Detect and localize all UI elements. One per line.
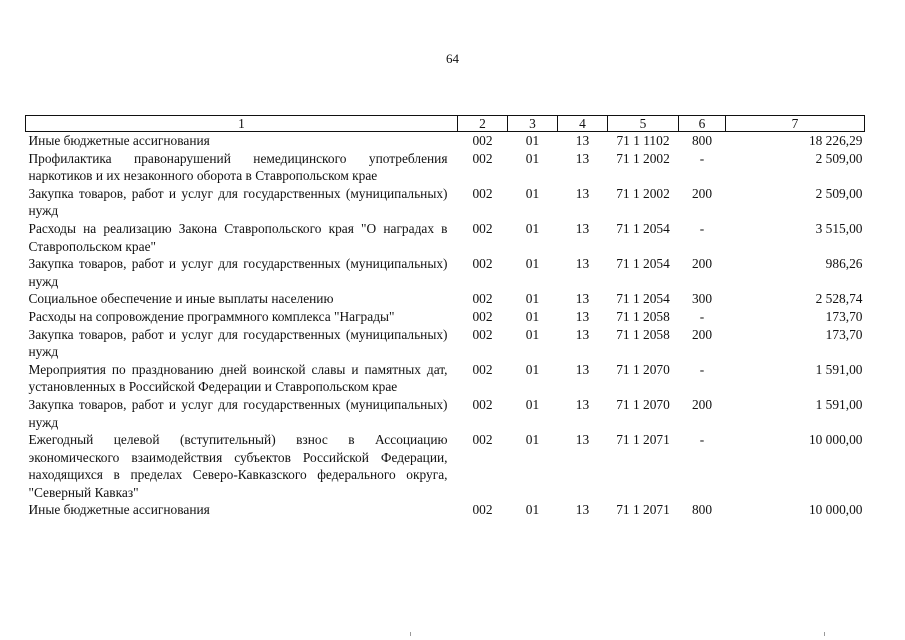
- row-amount: 10 000,00: [808, 502, 863, 518]
- row-amount: 1 591,00: [815, 361, 863, 377]
- row-col4: 13: [575, 502, 590, 518]
- page-number: 64: [446, 51, 459, 66]
- row-col4: 13: [575, 396, 590, 412]
- row-col4: 13: [575, 256, 590, 272]
- budget-table: [25, 115, 865, 519]
- scan-mark: [410, 632, 411, 636]
- row-col4: 13: [575, 308, 590, 324]
- row-col2: 002: [472, 326, 493, 342]
- row-name: Профилактика правонарушений немедицинского употребления наркотиков и их незаконного оборота в Ставропольском крае: [28, 150, 448, 184]
- row-col5: 71 1 2054: [616, 291, 670, 307]
- row-col4: 13: [575, 361, 590, 377]
- row-col2: 002: [472, 502, 493, 518]
- table-row: [26, 361, 865, 396]
- table-row: [26, 220, 865, 255]
- row-amount: 10 000,00: [808, 432, 863, 448]
- row-amount: 173,70: [825, 308, 863, 324]
- row-col6: 200: [691, 396, 713, 412]
- row-col3: 01: [525, 220, 540, 236]
- table-row: [26, 132, 865, 150]
- row-col3: 01: [525, 291, 540, 307]
- column-header: 4: [558, 116, 608, 132]
- row-col3: 01: [525, 150, 540, 166]
- row-col3: 01: [525, 502, 540, 518]
- row-col6: -: [699, 361, 705, 377]
- row-col5: 71 1 2002: [616, 185, 670, 201]
- row-col2: 002: [472, 220, 493, 236]
- table-row: [26, 255, 865, 290]
- row-col5: 71 1 2058: [616, 326, 670, 342]
- row-amount: 2 509,00: [815, 185, 863, 201]
- row-col5: 71 1 2054: [616, 220, 670, 236]
- table-row: [26, 501, 865, 519]
- column-header: 6: [679, 116, 726, 132]
- row-col6: 200: [691, 256, 713, 272]
- row-col5: 71 1 2070: [616, 396, 670, 412]
- table-row: [26, 290, 865, 308]
- table-row: [26, 185, 865, 220]
- row-col6: 800: [691, 502, 713, 518]
- row-name: Закупка товаров, работ и услуг для государственных (муниципальных) нужд: [28, 326, 448, 360]
- row-col5: 71 1 2071: [616, 432, 670, 448]
- row-col6: -: [699, 432, 705, 448]
- row-name: Расходы на сопровождение программного комплекса "Награды": [28, 308, 395, 324]
- row-amount: 1 591,00: [815, 396, 863, 412]
- column-header: 5: [608, 116, 679, 132]
- row-amount: 18 226,29: [808, 133, 863, 148]
- row-name: Закупка товаров, работ и услуг для государственных (муниципальных) нужд: [28, 396, 448, 430]
- row-name: Закупка товаров, работ и услуг для государственных (муниципальных) нужд: [28, 256, 448, 289]
- row-amount: 2 528,74: [815, 291, 863, 307]
- column-header: 3: [508, 116, 558, 132]
- table-row: [26, 308, 865, 326]
- row-col2: 002: [472, 291, 493, 307]
- row-amount: 2 509,00: [815, 150, 863, 166]
- row-col3: 01: [525, 326, 540, 342]
- row-col4: 13: [575, 150, 590, 166]
- row-col4: 13: [575, 432, 590, 448]
- row-col6: -: [699, 308, 705, 324]
- column-header: 2: [458, 116, 508, 132]
- row-col3: 01: [525, 133, 540, 148]
- row-name: Расходы на реализацию Закона Ставропольского края "О наградах в Ставропольском крае": [28, 220, 448, 254]
- table-header-row: [26, 116, 865, 132]
- row-name: Иные бюджетные ассигнования: [28, 502, 210, 518]
- row-col2: 002: [472, 150, 493, 166]
- row-col3: 01: [525, 185, 540, 201]
- row-col3: 01: [525, 361, 540, 377]
- row-col4: 13: [575, 220, 590, 236]
- table-row: [26, 150, 865, 185]
- row-col3: 01: [525, 396, 540, 412]
- row-col2: 002: [472, 396, 493, 412]
- row-col6: 300: [691, 291, 713, 307]
- row-col5: 71 1 2071: [616, 502, 670, 518]
- row-col2: 002: [472, 185, 493, 201]
- scan-mark: [824, 632, 825, 636]
- table-row: [26, 396, 865, 431]
- row-name: Социальное обеспечение и иные выплаты населению: [28, 291, 334, 307]
- row-col4: 13: [575, 133, 590, 148]
- table-row: [26, 326, 865, 361]
- row-name: Мероприятия по празднованию дней воинской славы и памятных дат, установленных в Российской Федерации и Ставропольском крае: [28, 361, 448, 395]
- row-col2: 002: [472, 361, 493, 377]
- row-name: Ежегодный целевой (вступительный) взнос в Ассоциацию экономического взаимодействия субъектов Российской Федерации, находящихся в пределах Северо-Кавказского федерального округа, "Северный Кавказ": [28, 432, 448, 500]
- row-amount: 986,26: [825, 256, 863, 272]
- row-col6: -: [699, 150, 705, 166]
- row-col2: 002: [472, 308, 493, 324]
- row-col4: 13: [575, 291, 590, 307]
- row-amount: 173,70: [825, 326, 863, 342]
- column-header: 7: [726, 116, 865, 132]
- row-name: Закупка товаров, работ и услуг для государственных (муниципальных) нужд: [28, 185, 448, 219]
- row-name: Иные бюджетные ассигнования: [28, 133, 210, 148]
- row-col3: 01: [525, 432, 540, 448]
- row-col2: 002: [472, 256, 493, 272]
- column-header: 1: [26, 116, 458, 132]
- row-col5: 71 1 2002: [616, 150, 670, 166]
- row-col6: 200: [691, 326, 713, 342]
- row-amount: 3 515,00: [815, 220, 863, 236]
- row-col6: -: [699, 220, 705, 236]
- row-col4: 13: [575, 326, 590, 342]
- row-col2: 002: [472, 432, 493, 448]
- row-col5: 71 1 2054: [616, 256, 670, 272]
- row-col2: 002: [472, 133, 493, 148]
- row-col5: 71 1 2058: [616, 308, 670, 324]
- row-col3: 01: [525, 256, 540, 272]
- row-col3: 01: [525, 308, 540, 324]
- row-col6: 800: [691, 133, 713, 148]
- table-row: [26, 431, 865, 501]
- row-col6: 200: [691, 185, 713, 201]
- row-col4: 13: [575, 185, 590, 201]
- row-col5: 71 1 1102: [616, 133, 670, 148]
- row-col5: 71 1 2070: [616, 361, 670, 377]
